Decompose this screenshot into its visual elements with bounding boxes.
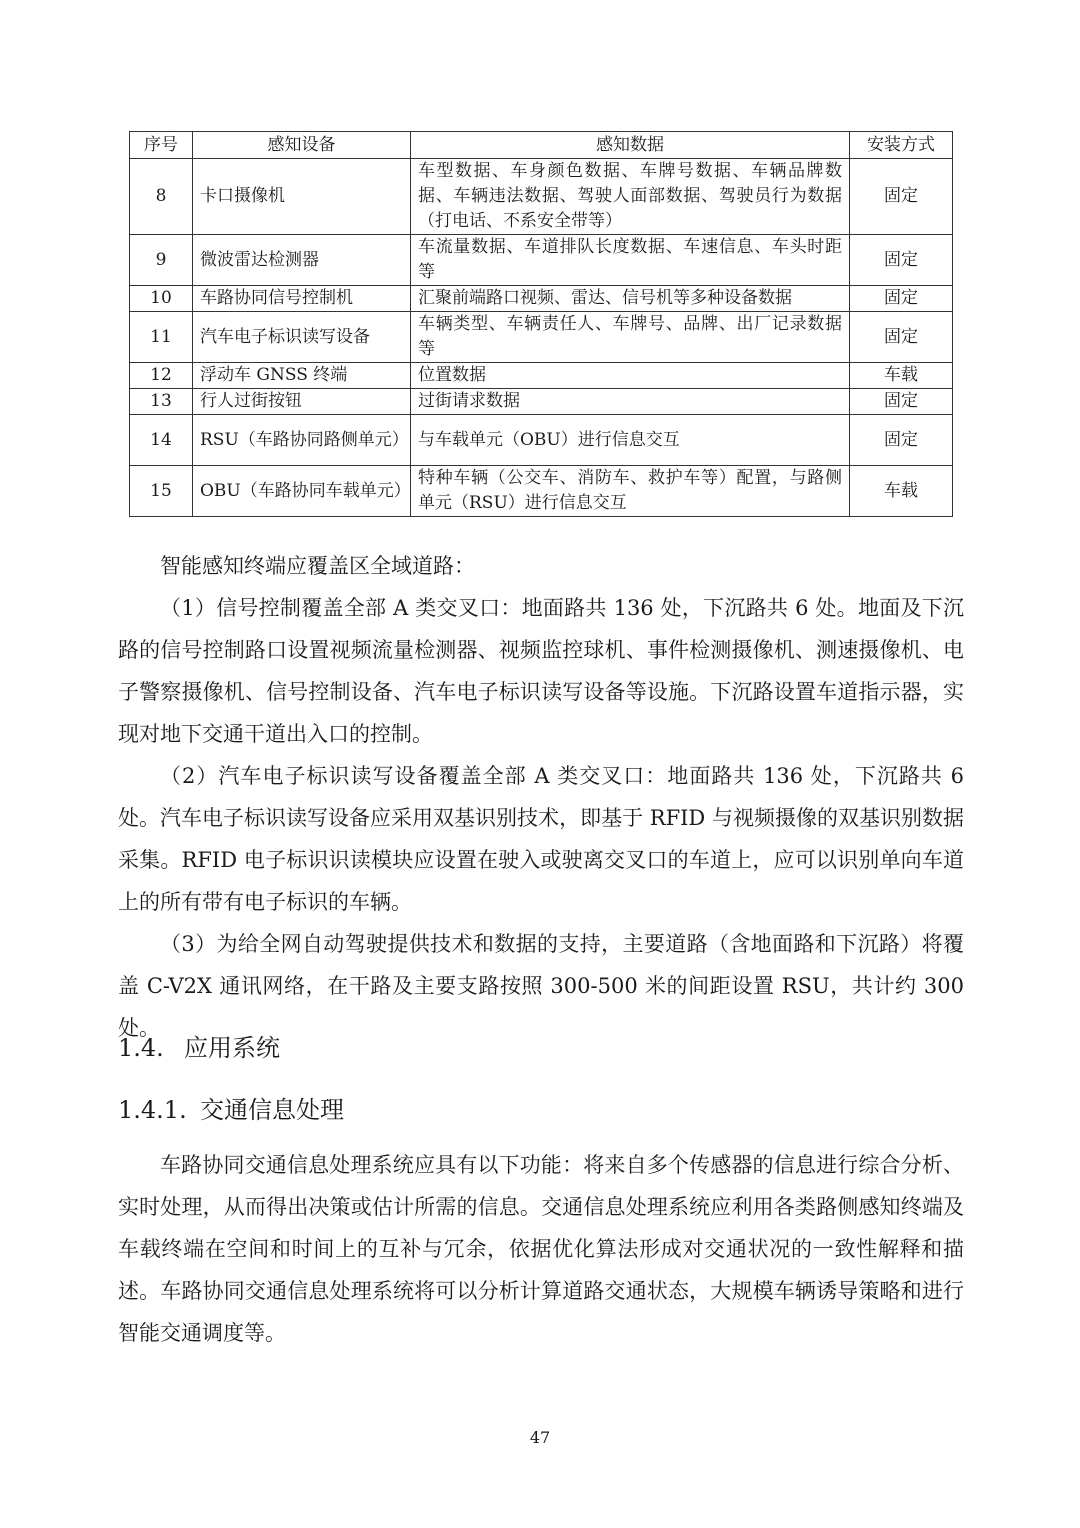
row-data: 车辆类型、车辆责任人、车牌号、品牌、出厂记录数据等 <box>411 312 850 363</box>
table-row <box>130 389 953 415</box>
row-index: 8 <box>130 159 193 235</box>
row-install: 固定 <box>850 389 953 415</box>
col-header-data: 感知数据 <box>411 132 850 159</box>
table-header-row <box>130 132 953 159</box>
row-index: 10 <box>130 286 193 312</box>
row-install: 固定 <box>850 159 953 235</box>
table-row <box>130 415 953 466</box>
table-row <box>130 235 953 286</box>
col-header-index: 序号 <box>130 132 193 159</box>
section-title: 交通信息处理 <box>200 1096 344 1124</box>
paragraph-signal-control: （1）信号控制覆盖全部 A 类交叉口：地面路共 136 处，下沉路共 6 处。地面及下沉路的信号控制路口设置视频流量检测器、视频监控球机、事件检测摄像机、测速摄像机、电子警察摄像机、信号控制设备、汽车电子标识读写设备等设施。下沉路设置车道指示器，实现对地下交通干道出入口的控制。 <box>118 596 964 746</box>
row-install: 固定 <box>850 415 953 466</box>
section-number: 1.4.1. <box>118 1096 187 1124</box>
table-row <box>130 159 953 235</box>
row-install: 车载 <box>850 363 953 389</box>
row-device: 微波雷达检测器 <box>193 235 411 286</box>
paragraph-coverage-intro: 智能感知终端应覆盖区全域道路： <box>160 554 475 578</box>
row-device: 浮动车 GNSS 终端 <box>193 363 411 389</box>
row-index: 9 <box>130 235 193 286</box>
row-device: 汽车电子标识读写设备 <box>193 312 411 363</box>
paragraph-cv2x: （3）为给全网自动驾驶提供技术和数据的支持，主要道路（含地面路和下沉路）将覆盖 C-V2X 通讯网络，在干路及主要支路按照 300-500 米的间距设置 RSU，共计约 300 处。 <box>118 932 964 1040</box>
section-heading-1-4 <box>118 1028 280 1063</box>
row-index: 15 <box>130 466 193 517</box>
row-data: 车型数据、车身颜色数据、车牌号数据、车辆品牌数据、车辆违法数据、驾驶人面部数据、驾驶员行为数据（打电话、不系安全带等） <box>411 159 850 235</box>
row-data: 过街请求数据 <box>411 389 850 415</box>
paragraph-electronic-id: （2）汽车电子标识读写设备覆盖全部 A 类交叉口：地面路共 136 处，下沉路共 6 处。汽车电子标识读写设备应采用双基识别技术，即基于 RFID 与视频摄像的双基识别数据采集。RFID 电子标识识读模块应设置在驶入或驶离交叉口的车道上，应可以识别单向车道上的所有带有电子标识的车辆。 <box>118 764 964 914</box>
row-data: 汇聚前端路口视频、雷达、信号机等多种设备数据 <box>411 286 850 312</box>
row-install: 车载 <box>850 466 953 517</box>
table-row <box>130 363 953 389</box>
row-device: RSU（车路协同路侧单元） <box>193 415 411 466</box>
row-install: 固定 <box>850 312 953 363</box>
page-number: 47 <box>529 1428 551 1447</box>
row-data: 与车载单元（OBU）进行信息交互 <box>411 415 850 466</box>
row-index: 13 <box>130 389 193 415</box>
row-install: 固定 <box>850 286 953 312</box>
row-device: OBU（车路协同车载单元） <box>193 466 411 517</box>
paragraph-info-processing: 车路协同交通信息处理系统应具有以下功能：将来自多个传感器的信息进行综合分析、实时处理，从而得出决策或估计所需的信息。交通信息处理系统应利用各类路侧感知终端及车载终端在空间和时间上的互补与冗余，依据优化算法形成对交通状况的一致性解释和描述。车路协同交通信息处理系统将可以分析计算道路交通状态，大规模车辆诱导策略和进行智能交通调度等。 <box>118 1153 964 1345</box>
section-heading-1-4-1 <box>118 1090 344 1125</box>
row-data: 位置数据 <box>411 363 850 389</box>
table-row <box>130 312 953 363</box>
row-index: 14 <box>130 415 193 466</box>
row-install: 固定 <box>850 235 953 286</box>
section-number: 1.4. <box>118 1034 164 1062</box>
row-data: 车流量数据、车道排队长度数据、车速信息、车头时距等 <box>411 235 850 286</box>
row-index: 11 <box>130 312 193 363</box>
row-index: 12 <box>130 363 193 389</box>
row-device: 卡口摄像机 <box>193 159 411 235</box>
table-row <box>130 286 953 312</box>
col-header-install: 安装方式 <box>850 132 953 159</box>
col-header-device: 感知设备 <box>193 132 411 159</box>
row-device: 行人过街按钮 <box>193 389 411 415</box>
section-title: 应用系统 <box>184 1034 280 1062</box>
sensing-device-table <box>129 131 953 517</box>
row-data: 特种车辆（公交车、消防车、救护车等）配置，与路侧单元（RSU）进行信息交互 <box>411 466 850 517</box>
row-device: 车路协同信号控制机 <box>193 286 411 312</box>
table-row <box>130 466 953 517</box>
